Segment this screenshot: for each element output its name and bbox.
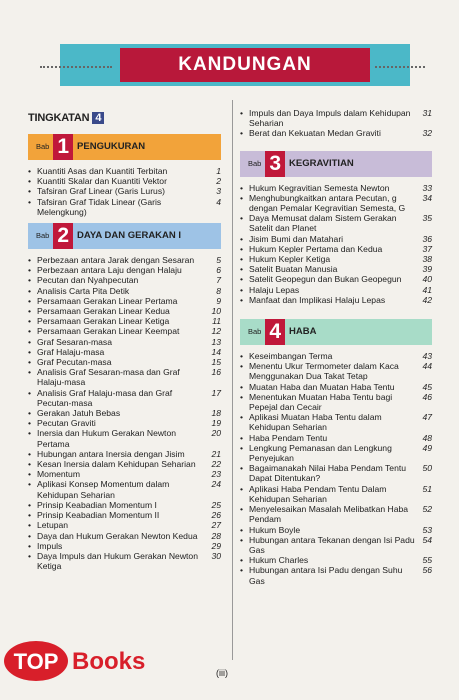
toc-entry-page: 39 xyxy=(422,264,432,275)
toc-entry-title: • Satelit Geopegun dan Bukan Geopegun xyxy=(240,274,401,284)
toc-entry-page: 37 xyxy=(422,243,432,254)
toc-entry-page: 8 xyxy=(216,285,221,296)
toc-entry-page: 43 xyxy=(422,351,432,362)
toc-entry xyxy=(240,295,432,305)
chapter-header xyxy=(28,134,221,160)
toc-entry-title: • Manfaat dan Implikasi Halaju Lepas xyxy=(240,295,385,305)
toc-entry xyxy=(28,367,221,387)
toc-entry-page: 2 xyxy=(216,176,221,187)
chapter-3 xyxy=(240,151,432,305)
toc-entry xyxy=(28,166,221,176)
toc-entry xyxy=(28,357,221,367)
tingkatan-number: 4 xyxy=(92,112,104,124)
toc-entry-title: • Haba Pendam Tentu xyxy=(240,433,327,443)
toc-entry xyxy=(28,255,221,265)
toc-entry-title: • Tafsiran Graf Linear (Garis Lurus) xyxy=(28,186,165,196)
toc-entry-page: 44 xyxy=(422,361,432,372)
toc-entry-page: 24 xyxy=(211,479,221,490)
toc-entry xyxy=(240,285,432,295)
chapter-number: 3 xyxy=(265,151,285,177)
toc-entry-page: 56 xyxy=(422,565,432,576)
bab-label: Bab xyxy=(248,158,262,168)
toc-entry-page: 38 xyxy=(422,254,432,265)
toc-entry xyxy=(28,551,221,571)
toc-entry-page: 29 xyxy=(211,540,221,551)
toc-entry xyxy=(240,382,432,392)
toc-entry-page: 6 xyxy=(216,265,221,276)
toc-entry-page: 41 xyxy=(422,284,432,295)
toc-entry-title: • Halaju Lepas xyxy=(240,285,299,295)
left-column xyxy=(28,130,221,571)
toc-entry-title: • Bagaimanakah Nilai Haba Pendam Tentu Dapat Ditentukan? xyxy=(240,463,418,483)
toc-entry-title: • Impuls xyxy=(28,541,62,551)
toc-entry-title: • Lengkung Pemanasan dan Lengkung Penyejukan xyxy=(240,443,418,463)
toc-entry-page: 34 xyxy=(422,192,432,203)
toc-entry-page: 53 xyxy=(422,524,432,535)
toc-entry-title: • Kuantiti Skalar dan Kuantiti Vektor xyxy=(28,176,167,186)
toc-entry-page: 32 xyxy=(422,128,432,139)
tingkatan-heading xyxy=(28,112,104,124)
toc-entry xyxy=(240,234,432,244)
chapter-title: PENGUKURAN xyxy=(77,140,146,152)
toc-entry-title: • Keseimbangan Terma xyxy=(240,351,332,361)
toc-entry-title: • Hukum Charles xyxy=(240,555,308,565)
toc-entry-title: • Muatan Haba dan Muatan Haba Tentu xyxy=(240,382,395,392)
toc-entry-title: • Persamaan Gerakan Linear Kedua xyxy=(28,306,170,316)
toc-entry-page: 35 xyxy=(422,213,432,224)
column-divider xyxy=(232,100,233,660)
chapter-2 xyxy=(28,223,221,571)
toc-entry-page: 30 xyxy=(211,550,221,561)
toc-entry-title: • Analisis Carta Pita Detik xyxy=(28,286,129,296)
toc-entry-title: • Hubungan antara Isi Padu dengan Suhu Gas xyxy=(240,565,418,585)
toc-entry xyxy=(240,244,432,254)
toc-entry xyxy=(28,326,221,336)
tingkatan-label: TINGKATAN xyxy=(28,112,90,124)
bab-label: Bab xyxy=(248,326,262,336)
toc-entry-title: • Hubungan antara Inersia dengan Jisim xyxy=(28,449,185,459)
chapter-title: DAYA DAN GERAKAN I xyxy=(77,229,182,241)
chapter-title: HABA xyxy=(289,325,317,337)
toc-entry-title: • Graf Halaju-masa xyxy=(28,347,104,357)
toc-entry xyxy=(28,469,221,479)
toc-entry xyxy=(28,286,221,296)
toc-entry-page: 46 xyxy=(422,391,432,402)
toc-entry xyxy=(240,433,432,443)
toc-entry-title: • Hukum Kepler Pertama dan Kedua xyxy=(240,244,382,254)
toc-entry-title: • Aplikasi Muatan Haba Tentu dalam Kehidupan Seharian xyxy=(240,412,418,432)
toc-entry xyxy=(28,428,221,448)
toc-entry xyxy=(28,500,221,510)
toc-entry-page: 1 xyxy=(216,166,221,176)
toc-entry-page: 22 xyxy=(211,459,221,470)
toc-entry-page: 13 xyxy=(211,336,221,347)
topbooks-logo xyxy=(0,638,170,684)
toc-entry-title: • Hukum Kepler Ketiga xyxy=(240,254,330,264)
toc-entry-page: 40 xyxy=(422,274,432,285)
toc-entry-page: 20 xyxy=(211,428,221,439)
toc-entry xyxy=(28,306,221,316)
bab-label: Bab xyxy=(36,141,50,151)
page-title: KANDUNGAN xyxy=(120,48,370,82)
toc-entry xyxy=(240,213,432,233)
left-dotted-line xyxy=(40,66,112,68)
toc-entry-page: 31 xyxy=(422,108,432,118)
toc-entry-title: • Perbezaan antara Jarak dengan Sesaran xyxy=(28,255,194,265)
toc-entry-page: 51 xyxy=(422,483,432,494)
right-dotted-line xyxy=(375,66,425,68)
toc-entry-page: 17 xyxy=(211,387,221,398)
toc-entry xyxy=(28,541,221,551)
toc-entry xyxy=(240,193,432,213)
toc-entry-page: 21 xyxy=(211,448,221,459)
toc-entry xyxy=(240,525,432,535)
toc-entry-page: 14 xyxy=(211,346,221,357)
logo-text-top: TOP xyxy=(13,649,59,674)
toc-entry xyxy=(28,459,221,469)
toc-entry xyxy=(28,176,221,186)
toc-entry xyxy=(28,265,221,275)
toc-entry-page: 36 xyxy=(422,233,432,244)
toc-entry-title: • Jisim Bumi dan Matahari xyxy=(240,234,343,244)
toc-entry-page: 5 xyxy=(216,255,221,266)
toc-entry-page: 49 xyxy=(422,442,432,453)
toc-entry xyxy=(240,183,432,193)
toc-entry-page: 10 xyxy=(211,306,221,317)
toc-entry-page: 45 xyxy=(422,381,432,392)
bab-label: Bab xyxy=(36,230,50,240)
chapter-header xyxy=(240,319,432,345)
toc-entry xyxy=(240,412,432,432)
toc-entry xyxy=(240,484,432,504)
toc-entry xyxy=(28,347,221,357)
toc-entry-title: • Letupan xyxy=(28,520,68,530)
toc-entry-title: • Analisis Graf Halaju-masa dan Graf Pecutan-masa xyxy=(28,388,207,408)
toc-entry-page: 3 xyxy=(216,186,221,197)
toc-entry-title: • Tafsiran Graf Tidak Linear (Garis Melengkung) xyxy=(28,197,207,217)
toc-entry-title: • Persamaan Gerakan Linear Keempat xyxy=(28,326,179,336)
chapter-1 xyxy=(28,134,221,217)
toc-entry-title: • Analisis Graf Sesaran-masa dan Graf Halaju-masa xyxy=(28,367,207,387)
chapter-title: KEGRAVITIAN xyxy=(289,157,354,169)
toc-entry-title: • Aplikasi Haba Pendam Tentu Dalam Kehidupan Seharian xyxy=(240,484,418,504)
toc-entry-page: 18 xyxy=(211,408,221,419)
toc-entry-page: 26 xyxy=(211,510,221,521)
toc-entry-page: 23 xyxy=(211,469,221,480)
toc-entry xyxy=(240,351,432,361)
toc-entry xyxy=(28,186,221,196)
toc-entry-page: 12 xyxy=(211,326,221,337)
chapter-number: 4 xyxy=(265,319,285,345)
logo-text-books: Books xyxy=(72,648,146,675)
toc-entry xyxy=(28,197,221,217)
toc-entry xyxy=(240,463,432,483)
toc-entry-page: 47 xyxy=(422,412,432,423)
toc-entry xyxy=(240,108,432,128)
toc-entry-title: • Hubungan antara Tekanan dengan Isi Padu Gas xyxy=(240,535,418,555)
toc-entry xyxy=(28,296,221,306)
toc-entry xyxy=(240,565,432,585)
toc-entry-page: 15 xyxy=(211,357,221,368)
toc-entry xyxy=(240,264,432,274)
toc-entry xyxy=(28,449,221,459)
toc-entry xyxy=(240,254,432,264)
toc-entry-page: 19 xyxy=(211,418,221,429)
toc-entry-page: 55 xyxy=(422,555,432,566)
toc-entry xyxy=(240,555,432,565)
toc-entry-title: • Kuantiti Asas dan Kuantiti Terbitan xyxy=(28,166,167,176)
toc-entry-page: 52 xyxy=(422,504,432,515)
toc-entry-title: • Graf Pecutan-masa xyxy=(28,357,112,367)
toc-entry-title: • Menentukan Muatan Haba Tentu bagi Pepejal dan Cecair xyxy=(240,392,418,412)
toc-entry-title: • Satelit Buatan Manusia xyxy=(240,264,337,274)
toc-entry xyxy=(28,510,221,520)
toc-entry-page: 54 xyxy=(422,534,432,545)
toc-entry-page: 33 xyxy=(422,182,432,193)
toc-entry-page: 50 xyxy=(422,463,432,474)
toc-entry-page: 7 xyxy=(216,275,221,286)
toc-entry-page: 9 xyxy=(216,295,221,306)
toc-entry-title: • Berat dan Kekuatan Medan Graviti xyxy=(240,128,381,138)
toc-entry xyxy=(28,520,221,530)
toc-entry xyxy=(240,504,432,524)
toc-entry xyxy=(240,274,432,284)
toc-entry-title: • Pecutan Graviti xyxy=(28,418,96,428)
right-column xyxy=(240,108,432,586)
toc-entry xyxy=(240,535,432,555)
toc-entry-title: • Momentum xyxy=(28,469,80,479)
toc-entry xyxy=(240,128,432,138)
toc-entry-page: 25 xyxy=(211,499,221,510)
toc-entry xyxy=(28,275,221,285)
chapter-number: 2 xyxy=(53,223,73,249)
toc-entry-title: • Menyelesaikan Masalah Melibatkan Haba Pendam xyxy=(240,504,418,524)
toc-entry xyxy=(28,479,221,499)
continued-entries xyxy=(240,108,432,139)
toc-entry xyxy=(240,392,432,412)
toc-entry-title: • Hukum Kegravitian Semesta Newton xyxy=(240,183,389,193)
toc-entry-page: 27 xyxy=(211,520,221,531)
toc-entry-title: • Gerakan Jatuh Bebas xyxy=(28,408,120,418)
chapter-header xyxy=(28,223,221,249)
toc-entry-page: 28 xyxy=(211,530,221,541)
toc-entry-title: • Kesan Inersia dalam Kehidupan Seharian xyxy=(28,459,196,469)
chapter-4 xyxy=(240,319,432,586)
toc-entry-title: • Inersia dan Hukum Gerakan Newton Pertama xyxy=(28,428,207,448)
toc-entry-title: • Impuls dan Daya Impuls dalam Kehidupan Seharian xyxy=(240,108,418,128)
toc-entry-page: 11 xyxy=(212,316,221,327)
toc-entry xyxy=(28,418,221,428)
toc-entry xyxy=(240,443,432,463)
toc-entry xyxy=(28,531,221,541)
page-number: (iii) xyxy=(216,668,228,678)
toc-entry xyxy=(28,337,221,347)
toc-entry-title: • Prinsip Keabadian Momentum II xyxy=(28,510,159,520)
toc-entry xyxy=(28,316,221,326)
toc-entry-title: • Prinsip Keabadian Momentum I xyxy=(28,500,157,510)
toc-entry-page: 48 xyxy=(422,432,432,443)
toc-entry-title: • Menghubungkaitkan antara Pecutan, g dengan Pemalar Kegravitian Semesta, G xyxy=(240,193,418,213)
toc-entry-page: 4 xyxy=(216,196,221,207)
toc-entry-title: • Daya Impuls dan Hukum Gerakan Newton Ketiga xyxy=(28,551,207,571)
toc-entry-title: • Graf Sesaran-masa xyxy=(28,337,112,347)
toc-entry-title: • Daya dan Hukum Gerakan Newton Kedua xyxy=(28,531,198,541)
toc-entry-title: • Pecutan dan Nyahpecutan xyxy=(28,275,138,285)
toc-entry xyxy=(28,408,221,418)
chapter-header xyxy=(240,151,432,177)
toc-entry-title: • Perbezaan antara Laju dengan Halaju xyxy=(28,265,182,275)
toc-entry-title: • Daya Memusat dalam Sistem Gerakan Satelit dan Planet xyxy=(240,213,418,233)
toc-entry-title: • Menentu Ukur Termometer dalam Kaca Menggunakan Dua Takat Tetap xyxy=(240,361,418,381)
toc-entry-title: • Aplikasi Konsep Momentum dalam Kehidupan Seharian xyxy=(28,479,207,499)
chapter-number: 1 xyxy=(53,134,73,160)
toc-entry-title: • Persamaan Gerakan Linear Pertama xyxy=(28,296,177,306)
toc-entry-page: 16 xyxy=(211,367,221,378)
toc-entry-title: • Hukum Boyle xyxy=(240,525,300,535)
toc-entry-title: • Persamaan Gerakan Linear Ketiga xyxy=(28,316,169,326)
toc-entry-page: 42 xyxy=(422,294,432,305)
toc-entry xyxy=(28,388,221,408)
toc-entry xyxy=(240,361,432,381)
